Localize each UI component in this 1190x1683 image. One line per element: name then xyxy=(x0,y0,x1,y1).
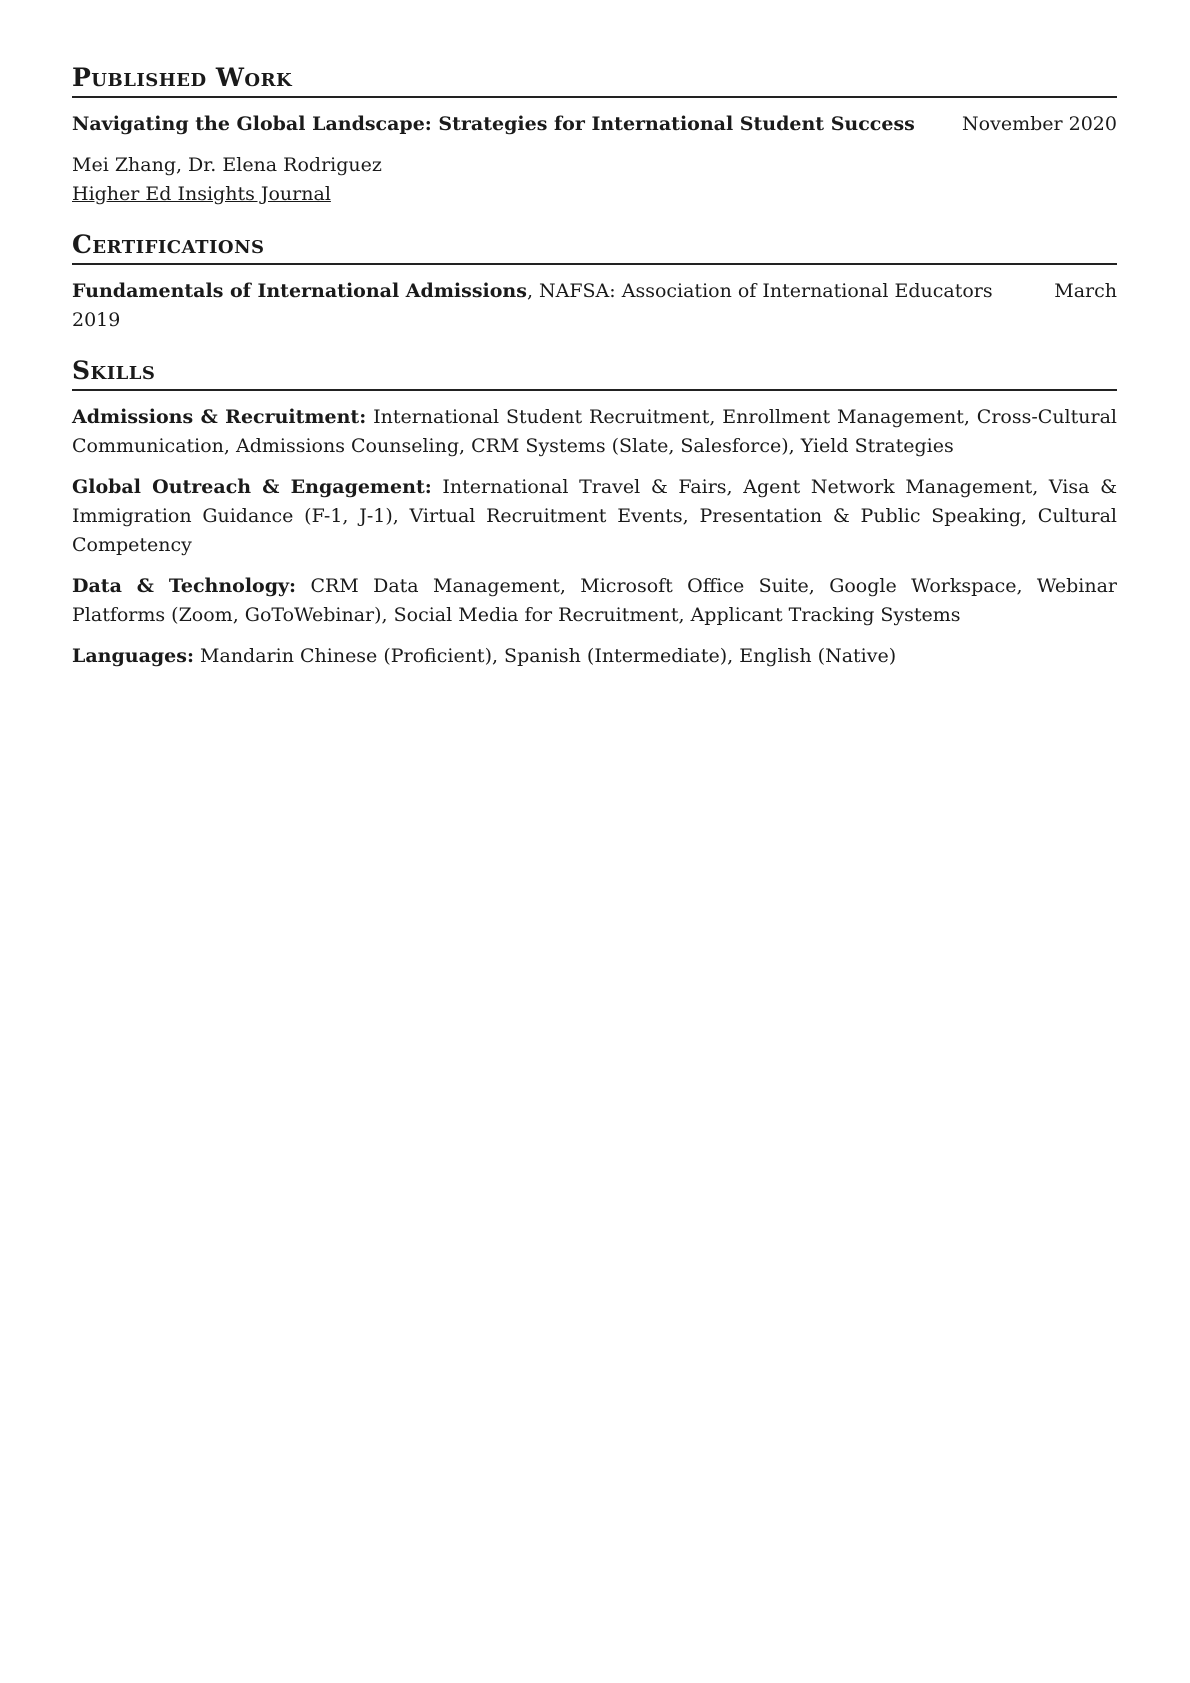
skill-group-label: Data & Technology: xyxy=(72,575,297,597)
publication-header-row xyxy=(72,110,1117,139)
publication-authors: Mei Zhang, Dr. Elena Rodriguez xyxy=(72,154,382,176)
certification-issuer: , NAFSA: Association of International Educators xyxy=(526,280,993,302)
publication-entry xyxy=(72,110,1117,209)
skill-group-items: International Travel & Fairs, Agent Network Management, Visa & Immigration Guidance (F-1, J-1), Virtual Recruitment Events, Presentation & Public Speaking, Cultural Competency xyxy=(72,476,1117,556)
publication-title: Navigating the Global Landscape: Strategies for International Student Success xyxy=(72,113,915,135)
certification-text xyxy=(72,277,993,306)
skill-group-items: Mandarin Chinese (Proficient), Spanish (Intermediate), English (Native) xyxy=(200,645,897,667)
skill-group xyxy=(72,642,1117,671)
certifications-heading: Certifications xyxy=(72,229,1117,265)
resume-page xyxy=(72,62,1117,691)
skills-section xyxy=(72,355,1117,671)
skill-group-items: CRM Data Management, Microsoft Office Suite, Google Workspace, Webinar Platforms (Zoom, GoToWebinar), Social Media for Recruitment, Applicant Tracking Systems xyxy=(72,575,1118,626)
published-work-heading: Published Work xyxy=(72,62,1117,98)
certification-name: Fundamentals of International Admissions xyxy=(72,280,527,302)
skill-group xyxy=(72,473,1117,560)
certifications-section xyxy=(72,229,1117,335)
certification-date-year: 2019 xyxy=(72,309,121,331)
certification-date-month: March xyxy=(1054,280,1117,302)
skill-group-label: Admissions & Recruitment: xyxy=(72,406,367,428)
skill-group xyxy=(72,403,1117,461)
skill-group-label: Global Outreach & Engagement: xyxy=(72,476,432,498)
publication-date: November 2020 xyxy=(962,113,1117,135)
certification-row xyxy=(72,277,1117,306)
published-work-section xyxy=(72,62,1117,209)
skill-group-items: International Student Recruitment, Enrollment Management, Cross-Cultural Communication, Admissions Counseling, CRM Systems (Slate, Salesforce), Yield Strategies xyxy=(72,406,1117,457)
certification-entry xyxy=(72,277,1117,335)
publication-journal-link[interactable]: Higher Ed Insights Journal xyxy=(72,183,331,205)
skill-group xyxy=(72,572,1117,630)
skills-heading: Skills xyxy=(72,355,1117,391)
skill-group-label: Languages: xyxy=(72,645,194,667)
